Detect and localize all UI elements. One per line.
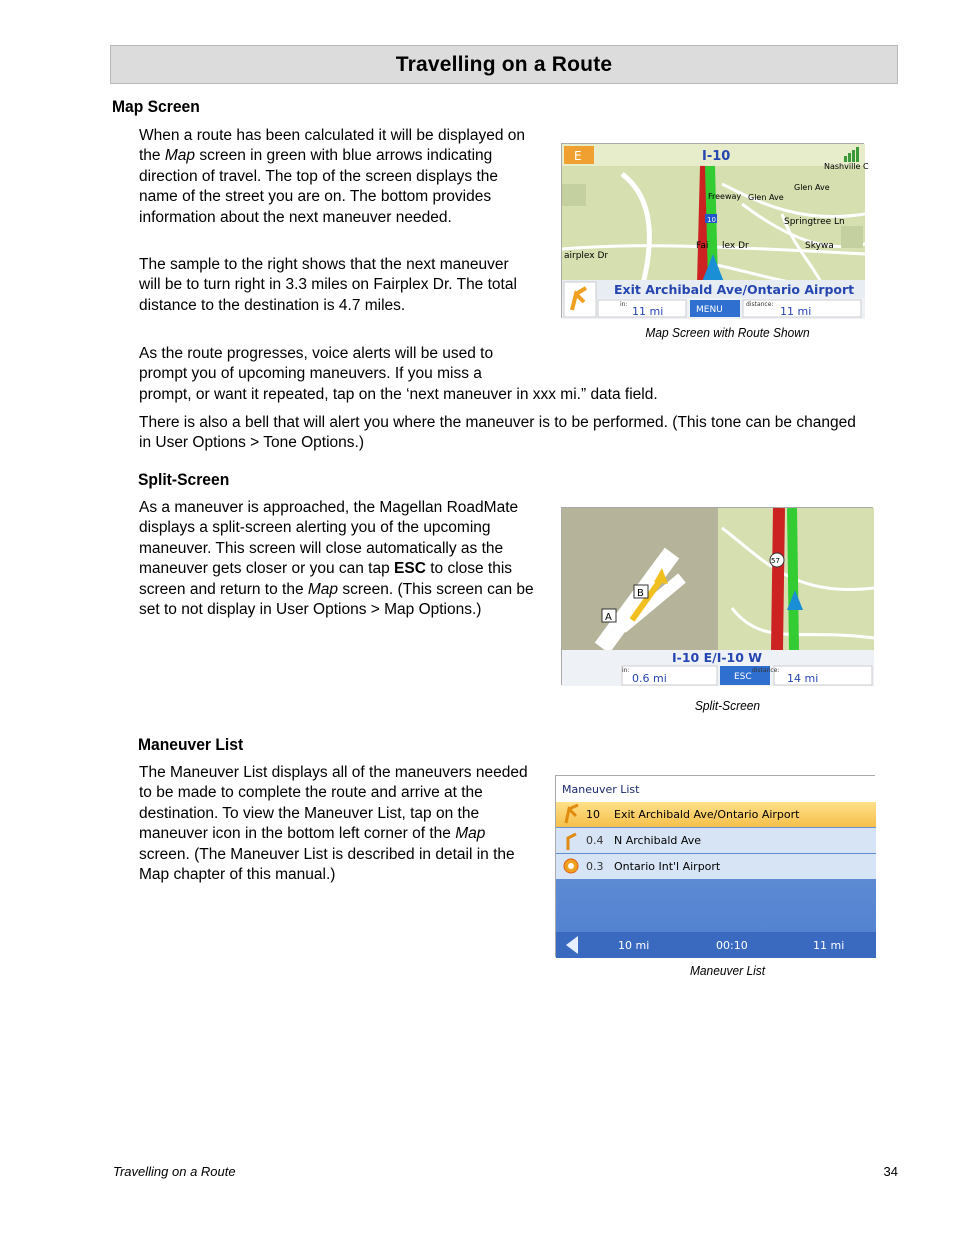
split-screen-paragraph: As a maneuver is approached, the Magellan RoadMate displays a split-screen alerting you of the upcoming maneuver. This screen will close automatically as the maneuver gets closer or you can tap ESC to close this screen and return to the Map screen. (This screen can be set to not display in User Options > Map Options.) [139, 499, 534, 619]
maneuver-list-image [555, 775, 875, 957]
svg-text:B: B [637, 588, 644, 599]
svg-text:Skywa: Skywa [805, 241, 834, 251]
svg-text:0.4: 0.4 [586, 834, 604, 847]
svg-text:N Archibald Ave: N Archibald Ave [614, 834, 702, 847]
split-in-value: 0.6 mi [632, 672, 667, 685]
page-title-bar [110, 45, 898, 84]
map-screen-paragraph-3b: prompt, or want it repeated, tap on the ‘next maneuver in xxx mi.” data field. [139, 386, 658, 403]
svg-text:MENU: MENU [696, 305, 723, 315]
svg-text:Springtree Ln: Springtree Ln [784, 217, 845, 227]
maneuver-list-paragraph: The Maneuver List displays all of the maneuvers needed to be made to complete the route and arrive at the destination. To view the Maneuver List, tap on the maneuver icon in the bottom left corner of the Map screen. (The Maneuver List is described in detail in the Map chapter of this manual.) [139, 764, 528, 884]
svg-text:00:10: 00:10 [716, 939, 748, 952]
page-number: 34 [883, 1164, 898, 1179]
volume-icon [841, 226, 863, 248]
split-road-name: I-10 E/I-10 W [672, 650, 763, 665]
next-street-name: Exit Archibald Ave/Ontario Airport [614, 282, 855, 297]
map-screen-heading: Map Screen [112, 97, 200, 116]
footer-section-name: Travelling on a Route [113, 1164, 236, 1179]
svg-text:distance:: distance: [746, 301, 774, 308]
svg-text:in:: in: [622, 667, 630, 674]
svg-text:0.3: 0.3 [586, 860, 604, 873]
svg-text:10: 10 [586, 808, 600, 821]
map-screen-caption: Map Screen with Route Shown [645, 325, 810, 340]
split-screen-image [561, 507, 873, 685]
in-value: 11 mi [632, 305, 664, 318]
map-screen-paragraph-3a: As the route progresses, voice alerts will be used to prompt you of upcoming maneuvers. If you miss a [139, 345, 494, 383]
map-screen-paragraph-4: There is also a bell that will alert you where the maneuver is to be performed. (This tone can be changed in User Options > Tone Options.) [139, 414, 856, 452]
svg-text:57: 57 [771, 557, 780, 565]
map-screen-paragraph-2: The sample to the right shows that the next maneuver will be to turn right in 3.3 miles on Fairplex Dr. The total distance to the destination is 4.7 miles. [139, 256, 517, 314]
svg-text:A: A [605, 612, 612, 623]
current-road-name: I-10 [702, 149, 731, 164]
svg-text:Exit Archibald Ave/Ontario Air: Exit Archibald Ave/Ontario Airport [614, 808, 800, 821]
svg-text:Ontario Int'l Airport: Ontario Int'l Airport [614, 860, 721, 873]
distance-value: 11 mi [780, 305, 812, 318]
zoom-out-icon [562, 184, 586, 206]
heading-letter: E [574, 149, 582, 163]
map-screen-image [561, 143, 869, 318]
svg-text:10 mi: 10 mi [618, 939, 650, 952]
svg-text:airplex Dr: airplex Dr [564, 251, 609, 261]
svg-text:lex Dr: lex Dr [722, 241, 749, 251]
svg-text:Freeway: Freeway [708, 192, 742, 201]
svg-text:11 mi: 11 mi [813, 939, 845, 952]
maneuver-list-title: Maneuver List [562, 783, 640, 796]
svg-text:Fai: Fai [696, 241, 709, 251]
svg-text:in:: in: [620, 301, 628, 308]
svg-text:10: 10 [707, 216, 716, 224]
svg-text:Glen Ave: Glen Ave [794, 183, 830, 192]
split-distance-value: 14 mi [787, 672, 819, 685]
svg-text:distance:: distance: [752, 667, 780, 674]
page-title: Travelling on a Route [395, 52, 613, 76]
svg-text:Glen Ave: Glen Ave [748, 193, 784, 202]
maneuver-list-caption: Maneuver List [689, 963, 766, 978]
maneuver-row-2 [556, 828, 876, 853]
split-screen-heading: Split-Screen [138, 470, 230, 489]
maneuver-list-heading: Maneuver List [138, 735, 244, 754]
svg-text:ESC: ESC [734, 672, 752, 682]
map-screen-paragraph-1: When a route has been calculated it will be displayed on the Map screen in green with blue arrows indicating direction of travel. The top of the screen displays the name of the street you are on. The bottom provides information about the next maneuver needed. [139, 127, 526, 226]
split-screen-caption: Split-Screen [694, 698, 761, 713]
svg-text:Nashville C: Nashville C [824, 162, 869, 171]
